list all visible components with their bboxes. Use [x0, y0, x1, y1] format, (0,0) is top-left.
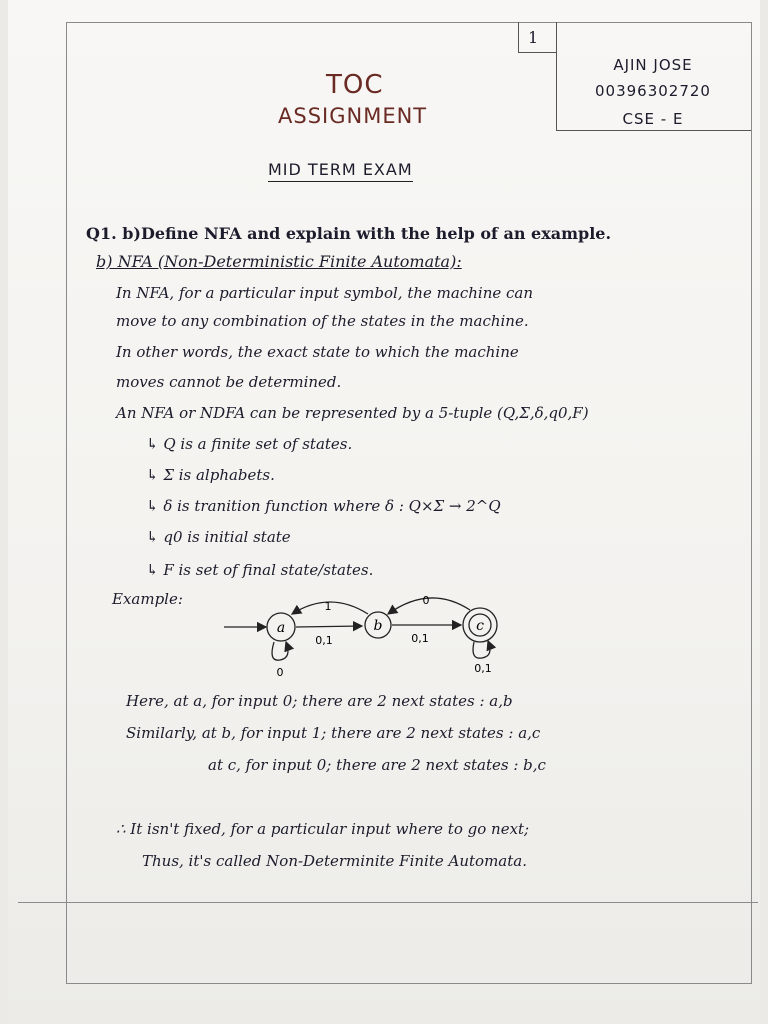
tuple-item: ↳ Q is a finite set of states. — [146, 435, 353, 453]
bottom-rule — [18, 902, 758, 903]
explanation-line: at c, for input 0; there are 2 next states : b,c — [208, 756, 546, 774]
notebook-page — [8, 0, 760, 1024]
tuple-item: ↳ Σ is alphabets. — [146, 466, 275, 484]
edge-a-b-label: 0,1 — [315, 634, 333, 647]
edge-c-b-label: 0 — [422, 594, 430, 607]
loop-c-label: 0,1 — [474, 662, 492, 675]
page-number: 1 — [528, 28, 539, 47]
state-a-label: a — [276, 620, 286, 636]
paragraph-line: moves cannot be determined. — [116, 373, 342, 391]
exam-heading: MID TERM EXAM — [268, 160, 413, 182]
answer-heading: b) NFA (Non-Deterministic Finite Automata): — [96, 252, 462, 271]
loop-c — [473, 641, 490, 658]
question-text: Q1. b)Define NFA and explain with the help of an example. — [86, 224, 612, 243]
state-b-label: b — [373, 618, 383, 634]
author-class: CSE - E — [622, 110, 684, 128]
example-label: Example: — [112, 590, 183, 608]
state-c-label: c — [476, 618, 484, 634]
paragraph-line: move to any combination of the states in the machine. — [116, 312, 529, 330]
title-subject: TOC — [326, 70, 384, 100]
explanation-line: Similarly, at b, for input 1; there are 2 next states : a,c — [126, 724, 541, 742]
author-name: AJIN JOSE — [613, 56, 693, 74]
edge-a-b — [296, 626, 362, 627]
tuple-intro: An NFA or NDFA can be represented by a 5-tuple (Q,Σ,δ,q0,F) — [116, 404, 589, 422]
loop-a — [272, 642, 288, 660]
conclusion-line: ∴ It isn't fixed, for a particular input where to go next; — [116, 820, 530, 838]
title-assignment: ASSIGNMENT — [278, 104, 428, 128]
conclusion-line: Thus, it's called Non-Determinite Finite Automata. — [142, 852, 527, 870]
edge-b-a-label: 1 — [324, 600, 332, 613]
tuple-item: ↳ q0 is initial state — [146, 528, 291, 546]
tuple-item: ↳ δ is tranition function where δ : Q×Σ → 2^Q — [146, 497, 501, 515]
nfa-diagram — [208, 586, 518, 686]
edge-b-c-label: 0,1 — [411, 632, 429, 645]
author-roll: 00396302720 — [595, 82, 711, 100]
explanation-line: Here, at a, for input 0; there are 2 next states : a,b — [126, 692, 513, 710]
loop-a-label: 0 — [276, 666, 284, 679]
paragraph-line: In NFA, for a particular input symbol, the machine can — [116, 284, 534, 302]
paragraph-line: In other words, the exact state to which the machine — [116, 343, 519, 361]
tuple-item: ↳ F is set of final state/states. — [146, 561, 374, 579]
